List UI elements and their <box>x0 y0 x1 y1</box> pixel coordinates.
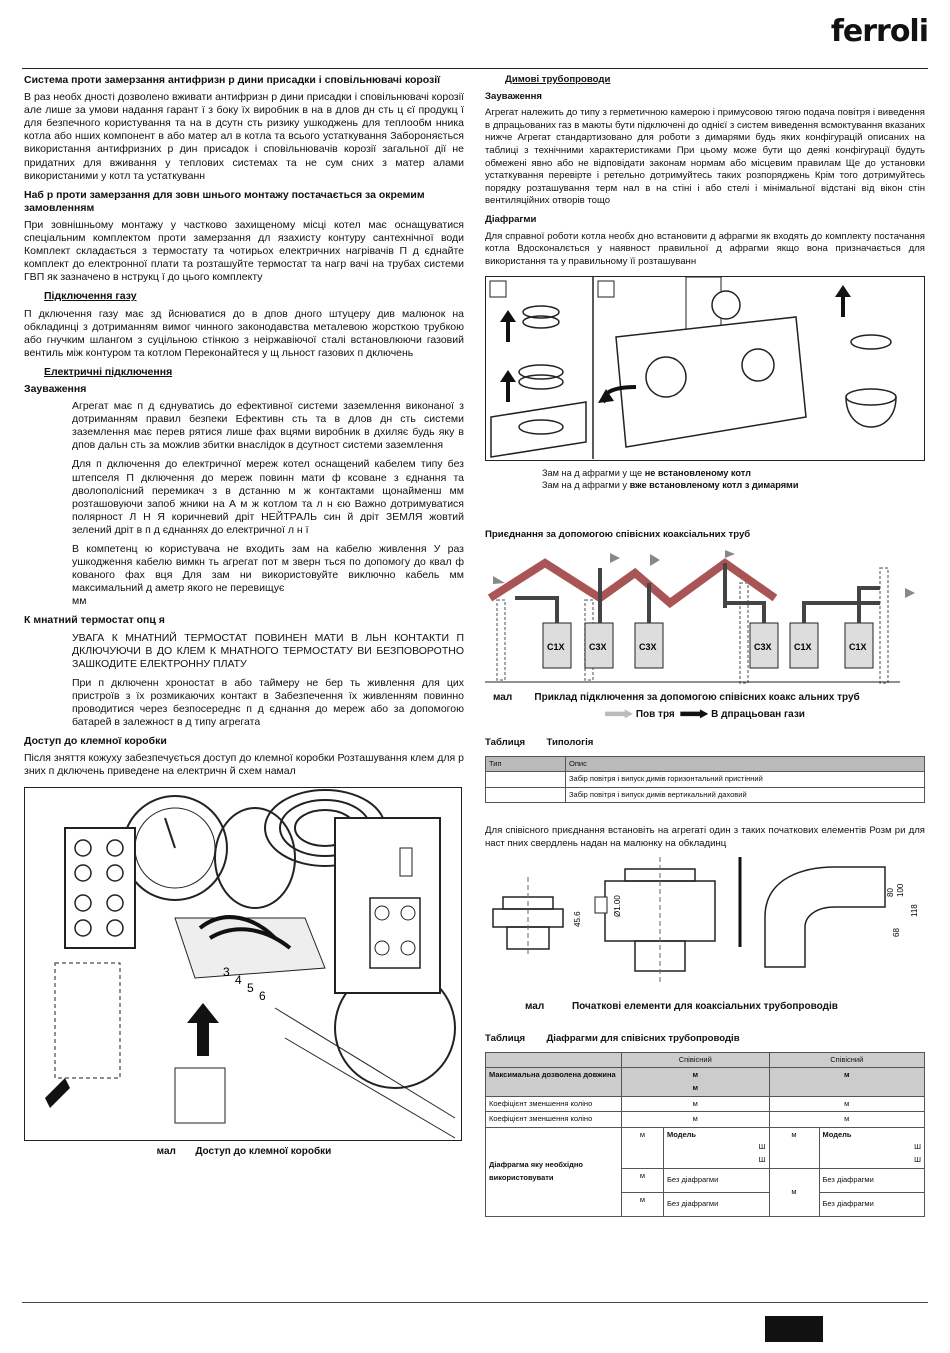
row-label: Максимальна дозволена довжина <box>486 1068 622 1096</box>
air-arrow-icon <box>605 709 633 718</box>
thermostat-title: К мнатний термостат опц я <box>24 614 165 627</box>
note-text: Зам на д афрагми у ще <box>542 468 645 479</box>
row-label: Коефіцієнт зменшення коліно <box>486 1112 622 1128</box>
diaphragm-note-1 <box>542 467 925 479</box>
dim-45: 45.6 <box>573 911 582 927</box>
arrow-up-icon <box>500 370 516 402</box>
table-row <box>486 1127 925 1168</box>
terminal-text: Після зняття кожуху забезпечується доступ до клемної коробки Розташування клем для р зних п дключень приведене на електричн й схем намал <box>24 752 464 778</box>
cell: Без діафрагми <box>664 1168 770 1192</box>
caption-text: Початкові елементи для коаксіальних трубопроводів <box>571 1000 838 1012</box>
terminal-num-5: 5 <box>247 980 254 995</box>
thermostat-text: При п дключенн хроностат в або таймеру не бер ть живлення для цих пристроїв з їх розмикаючих контакт в Забезпечення їх живленням повинно проводитися через безпосереднє п д єднання до мереж або за допомогою батарей в залежност в д типу агрегата <box>72 676 464 729</box>
cell: Без діафрагми <box>819 1192 925 1216</box>
electric-p2: Для п дключення до електричної мереж котел оснащений кабелем типу без штепселя П дключення до мереж повинн мати ф ксоване з єднання та дволополісний перемикач з в дстанню м ж контактами щонайменш мм розташовуючи запоб жники на А м ж котлом та л н єю Важно дотримуватися полярност Л Н Я коричневий дріт НЕЙТРАЛЬ син й дріт ЗЕМЛЯ жовтий зелений дріт в п д єднаннях до електричної л н ї <box>72 458 464 536</box>
coax-illustration <box>485 548 925 688</box>
kit-text: При зовнішньому монтажу у частково захищеному місці котел має оснащуватися спеціальним комплектом проти замерзання дл язахисту контуру сантехнічної води Комплект складається з термостату та чотирьох електричних нагрівачів П д єднайте комплект до електронної плати та розташуйте термостат та нагр вачі на трубах системи ГВП як зазначено в нструкц ї до цього комплекту <box>24 218 464 284</box>
table1-num: Таблиця <box>485 737 526 749</box>
dim-80: 80 <box>886 887 895 897</box>
th-type: Тип <box>486 756 566 772</box>
th-desc: Опис <box>566 756 925 772</box>
coax-legend <box>485 709 925 722</box>
dim-100b: 100 <box>896 883 905 897</box>
table-row <box>486 1068 925 1096</box>
cell: м <box>622 1096 770 1112</box>
dim-100: Ø1.00 <box>613 894 622 917</box>
c-label-1: C1X <box>547 641 565 652</box>
right-column <box>485 72 925 1217</box>
c-label-2: C3X <box>589 641 607 652</box>
legend-gas: В дпрацьован гази <box>711 708 805 720</box>
diaphragm-table <box>485 1052 925 1217</box>
table1-title <box>485 737 925 750</box>
th-coax-1: Співісний <box>622 1052 770 1068</box>
electric-title: Електричні підключення <box>44 365 173 378</box>
c-label-5: C1X <box>794 641 812 652</box>
cell: Без діафрагми <box>819 1168 925 1192</box>
gas-text: П дключення газу має зд йснюватися до в дпов дного штуцеру див малюнок на обкладинці з дотриманням вимог чинного законодавства металевою жорсткою трубкою або гнучким шлангом з суцільною стінкою з неіржавіючої сталі встановлюючи газовий вентиль між контуром та котлом Переконайтеся у щ льност газових п дключень <box>24 307 464 359</box>
cell: м <box>769 1168 819 1216</box>
flue-text: Агрегат належить до типу з герметичною камерою і примусовою тягою подача повітря і виведення в дпрацьованих газ в маюты бути підключені до однієї з систем виведення всмоктування вказаних нижче Агрегат стандартизовано для роботи з димарями будь яких конфігурацій описаних на таблиці з технічними характеристиками При цьому може бути що деякі конфігурації будуть обмежені явно або не відповідати законам нормам або місцевим правилам Ще до установки устаткування перевірте і ретельно дотримуйтесь таких розпоряджень Крім того дотримуйтесь порядку розташування терм нал в на стіні і або стелі і мінімальної відстані від вікон стін вентиляційних отворів тощо <box>485 107 925 207</box>
model-label: Модель <box>822 1129 852 1139</box>
kit-title: Наб р проти замерзання для зовн шнього монтажу постачається за окремим замовленням <box>24 188 425 214</box>
electric-p3: В компетенц ю користувача не входить зам на кабелю живлення У раз ушкодження кабелю вимкн ть агрегат пот м зверн ться по допомогу до квал ф кованого фах вця Для зам ни використовуйте виключно кабель мм максимальний д аметр якого не перевищує <box>72 543 464 595</box>
cell: м <box>769 1096 925 1112</box>
thermostat-icon <box>45 1078 70 1108</box>
antifreeze-title: Система проти замерзання антифризн р дини присадки і сповільнювачі корозії <box>24 74 441 86</box>
diaphragm-notes <box>485 467 925 491</box>
thermostat-warn: УВАГА К МНАТНИЙ ТЕРМОСТАТ ПОВИНЕН МАТИ В ЛЬН КОНТАКТИ П ДКЛЮЧУЮЧИ В ДО КЛЕМ К МНАТНОГО ТЕРМОСТАТУ ВИ БЕЗПОВОРОТНО ЗАШКОДИТЕ ЕЛЕКТРОННУ ПЛАТУ <box>72 631 464 670</box>
caption-num: мал <box>493 691 513 703</box>
cell <box>819 1127 925 1168</box>
diaphragm-figure <box>485 276 925 461</box>
terminal-illustration <box>25 788 460 1139</box>
table-row <box>486 787 925 803</box>
terminal-num-4: 4 <box>235 972 242 987</box>
electric-p3b: мм <box>72 595 87 608</box>
diaphragm-title: Діафрагми <box>485 213 537 225</box>
brand-logo: ferroli <box>830 14 928 49</box>
table-row <box>486 1112 925 1128</box>
electric-warn-title: Зауваження <box>24 382 87 395</box>
coax-title: Приєднання за допомогою співісних коаксіальних труб <box>485 529 751 541</box>
diaphragm-illustration <box>486 277 923 459</box>
c-label-4: C3X <box>754 641 772 652</box>
flue-warn-title: Зауваження <box>485 90 542 102</box>
terminal-figure <box>24 787 462 1141</box>
terminal-num-3: 3 <box>223 964 230 979</box>
cell: Забір повітря і випуск димів горизонтальний пристінний <box>566 772 925 788</box>
cell <box>664 1127 770 1168</box>
header-rule <box>22 68 928 69</box>
note-bold: не встановленому котл <box>644 468 752 479</box>
cell: м м <box>622 1068 770 1096</box>
gas-title: Підключення газу <box>44 290 137 303</box>
row-label: Діафрагма яку необхідно використовувати <box>486 1127 622 1216</box>
row-label: Коефіцієнт зменшення коліно <box>486 1096 622 1112</box>
start-elements-illustration <box>485 857 925 997</box>
note-bold: вже встановленому котл з димарями <box>629 480 799 491</box>
diaphragm-note-2 <box>542 479 925 491</box>
caption-text: Приклад підключення за допомогою співісних коакс альних труб <box>534 691 860 703</box>
table2-title-text: Діафрагми для співісних трубопроводів <box>546 1033 740 1045</box>
dim-118: 118 <box>910 903 919 917</box>
cell: Забір повітря і випуск димів вертикальний даховий <box>566 787 925 803</box>
table-row <box>486 772 925 788</box>
model-value: Ш Ш <box>914 1142 921 1164</box>
table2-num: Таблиця <box>485 1033 526 1045</box>
cell: Без діафрагми <box>664 1192 770 1216</box>
model-label: Модель <box>667 1129 697 1139</box>
arrow-up-icon <box>835 285 851 317</box>
cell: м <box>769 1127 819 1168</box>
cell: м <box>622 1127 664 1168</box>
cell: м <box>769 1112 925 1128</box>
start-elements-figure <box>485 857 925 997</box>
coax-figure <box>485 548 925 688</box>
footer-rule <box>22 1302 928 1303</box>
flue-title: Димові трубопроводи <box>505 74 611 85</box>
caption-num: мал <box>156 1145 176 1157</box>
fig-start-caption <box>485 1001 925 1014</box>
cell <box>486 787 566 803</box>
up-arrow-icon <box>187 1003 219 1056</box>
left-column <box>24 72 464 1162</box>
coax-text: Для співісного приєднання встановіть на агрегаті один з таких початкових елементів Розм ри для наст пних свердлень надан на малюнку на обкладинц <box>485 825 925 850</box>
fig-coax-caption <box>485 692 925 705</box>
cell <box>486 772 566 788</box>
note-text: Зам на д афрагми у <box>542 480 630 491</box>
caption-num: мал <box>525 1000 545 1012</box>
electric-p1: Агрегат має п д єднуватись до ефективної системи заземлення виконаної з дотриманням правил безпеки Ефективн сть та в длов дн сть системи заземлення має перев рятися лише фах вцями виробник в дхиляє будь яку в дпов дальн сть за можлив збитки внаслідок в дсутност системи заземлення <box>72 400 464 452</box>
th-coax-2: Співісний <box>769 1052 925 1068</box>
diaphragm-text: Для справної роботи котла необх дно встановити д афрагми як входять до комплекту постачання котла Вдосконалється у наявност правильної д афрагми якщо вона призначається для використання та у правильному її розташуванн <box>485 230 925 267</box>
table1-title-text: Типологія <box>546 737 594 749</box>
model-value: Ш Ш <box>758 1142 766 1164</box>
caption-text: Доступ до клемної коробки <box>195 1145 332 1157</box>
cell: м <box>622 1168 664 1192</box>
dim-68: 68 <box>892 927 901 937</box>
table2-title <box>485 1033 925 1046</box>
gas-arrow-icon <box>680 709 708 718</box>
legend-air: Пов тря <box>635 708 675 720</box>
c-label-6: C1X <box>849 641 867 652</box>
c-label-3: C3X <box>639 641 657 652</box>
arrow-up-icon <box>500 310 516 342</box>
terminal-num-6: 6 <box>259 988 266 1003</box>
typology-table <box>485 756 925 804</box>
terminal-title: Доступ до клемної коробки <box>24 735 167 748</box>
cell: м <box>769 1068 925 1096</box>
cell <box>486 1052 622 1068</box>
antifreeze-text: В раз необх дності дозволено вживати антифризн р дини присадки і сповільнювачі корозії але лише за умови надання гарант ї з боку їх виробник в на в длов дн сть ц єї продукц ї для безпечного користування та на в дсутн сть ризику ушкоджень для теплообм нника котла або нших компонент в або матер ал в котла та всього устаткування Забороняється використання антифризних р дин присадок і сповільнювачів корозії загальної дії не придатних для вживання у теплових системах та не сум сних з матер алами використаними у котл та устаткуванн <box>24 91 464 182</box>
fig-terminal-caption <box>24 1145 464 1158</box>
page-number-box <box>765 1316 823 1342</box>
cell: м <box>622 1112 770 1128</box>
table-row <box>486 1096 925 1112</box>
cell: м <box>622 1192 664 1216</box>
